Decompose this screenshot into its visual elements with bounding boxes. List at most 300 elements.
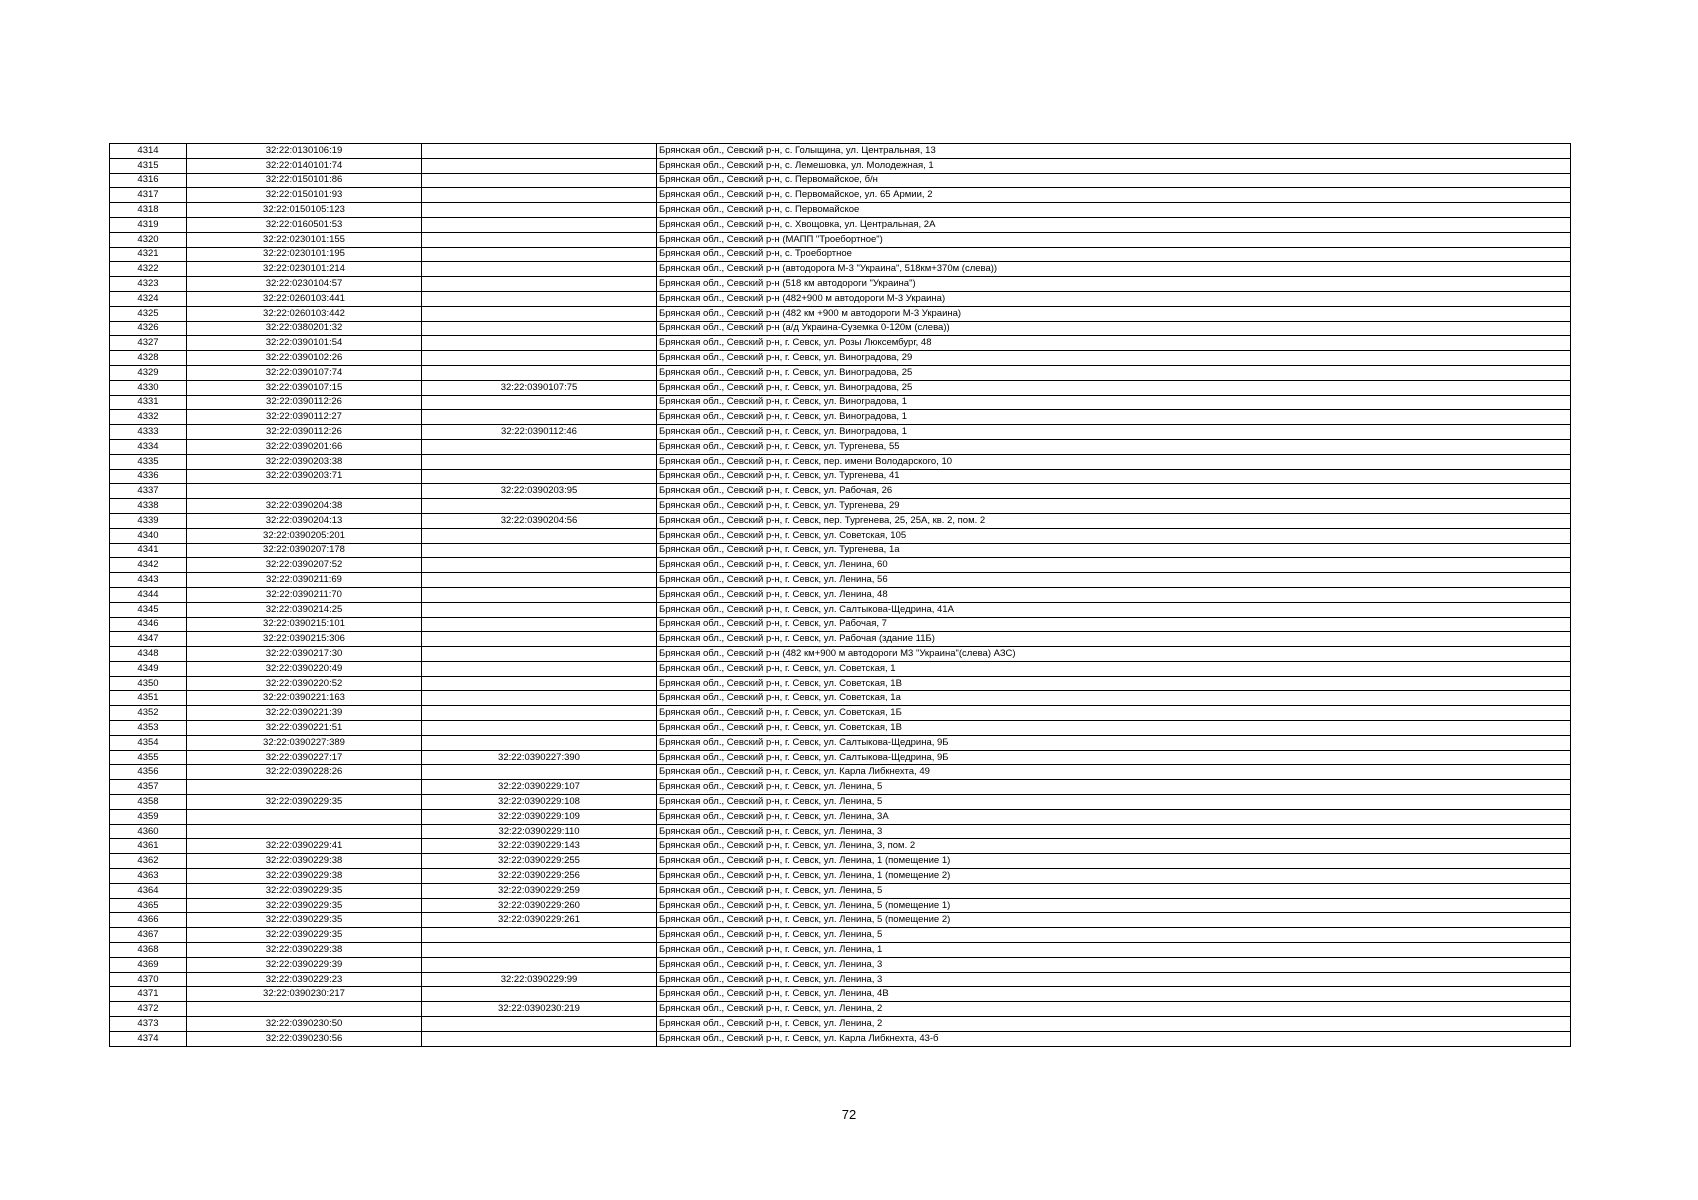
table-row [110, 795, 1571, 810]
cadastral-number-cell: 32:22:0390207:178 [187, 543, 422, 558]
address-cell: Брянская обл., Севский р-н, г. Севск, ул. Рабочая, 26 [657, 484, 1571, 499]
cadastral-number-cell: 32:22:0390217:30 [187, 647, 422, 662]
address-cell: Брянская обл., Севский р-н, г. Севск, ул. Салтыкова-Щедрина, 41А [657, 602, 1571, 617]
address-cell: Брянская обл., Севский р-н, г. Севск, ул. Виноградова, 1 [657, 410, 1571, 425]
address-cell: Брянская обл., Севский р-н, г. Севск, ул. Рабочая (здание 11Б) [657, 632, 1571, 647]
address-cell: Брянская обл., Севский р-н, г. Севск, ул. Ленина, 5 [657, 780, 1571, 795]
row-number-cell: 4348 [110, 647, 187, 662]
row-number-cell: 4355 [110, 750, 187, 765]
address-cell: Брянская обл., Севский р-н, г. Севск, ул. Ленина, 2 [657, 1017, 1571, 1032]
secondary-cadastral-number-cell: 32:22:0390112:46 [422, 425, 657, 440]
row-number-cell: 4364 [110, 883, 187, 898]
address-cell: Брянская обл., Севский р-н, с. Первомайское, б/н [657, 173, 1571, 188]
row-number-cell: 4373 [110, 1017, 187, 1032]
table-row [110, 351, 1571, 366]
address-cell: Брянская обл., Севский р-н, г. Севск, ул. Ленина, 1 [657, 943, 1571, 958]
cadastral-number-cell: 32:22:0390207:52 [187, 558, 422, 573]
row-number-cell: 4320 [110, 232, 187, 247]
table-row [110, 247, 1571, 262]
address-cell: Брянская обл., Севский р-н, г. Севск, ул. Ленина, 1 (помещение 1) [657, 854, 1571, 869]
row-number-cell: 4325 [110, 306, 187, 321]
secondary-cadastral-number-cell [422, 173, 657, 188]
table-row [110, 469, 1571, 484]
secondary-cadastral-number-cell [422, 706, 657, 721]
row-number-cell: 4374 [110, 1031, 187, 1046]
secondary-cadastral-number-cell [422, 676, 657, 691]
secondary-cadastral-number-cell [422, 543, 657, 558]
row-number-cell: 4315 [110, 158, 187, 173]
table-row [110, 173, 1571, 188]
row-number-cell: 4330 [110, 380, 187, 395]
secondary-cadastral-number-cell [422, 632, 657, 647]
row-number-cell: 4334 [110, 439, 187, 454]
row-number-cell: 4331 [110, 395, 187, 410]
cadastral-number-cell: 32:22:0390203:38 [187, 454, 422, 469]
cadastral-number-cell: 32:22:0390107:15 [187, 380, 422, 395]
secondary-cadastral-number-cell [422, 587, 657, 602]
table-row [110, 706, 1571, 721]
row-number-cell: 4333 [110, 425, 187, 440]
row-number-cell: 4338 [110, 499, 187, 514]
table-row [110, 661, 1571, 676]
cadastral-number-cell: 32:22:0390229:35 [187, 795, 422, 810]
cadastral-number-cell [187, 780, 422, 795]
address-cell: Брянская обл., Севский р-н, г. Севск, ул. Тургенева, 41 [657, 469, 1571, 484]
registry-table-body [110, 144, 1571, 1047]
table-row [110, 602, 1571, 617]
table-row [110, 484, 1571, 499]
address-cell: Брянская обл., Севский р-н, г. Севск, ул. Виноградова, 29 [657, 351, 1571, 366]
table-row [110, 824, 1571, 839]
secondary-cadastral-number-cell [422, 469, 657, 484]
secondary-cadastral-number-cell: 32:22:0390229:108 [422, 795, 657, 810]
address-cell: Брянская обл., Севский р-н, г. Севск, ул. Ленина, 2 [657, 1002, 1571, 1017]
cadastral-number-cell: 32:22:0390215:306 [187, 632, 422, 647]
table-row [110, 262, 1571, 277]
cadastral-number-cell: 32:22:0390229:38 [187, 854, 422, 869]
row-number-cell: 4341 [110, 543, 187, 558]
secondary-cadastral-number-cell [422, 765, 657, 780]
page-number: 72 [841, 1107, 857, 1122]
cadastral-number-cell: 32:22:0390230:217 [187, 987, 422, 1002]
address-cell: Брянская обл., Севский р-н, г. Севск, ул. Салтыкова-Щедрина, 9Б [657, 735, 1571, 750]
secondary-cadastral-number-cell: 32:22:0390227:390 [422, 750, 657, 765]
table-row [110, 306, 1571, 321]
address-cell: Брянская обл., Севский р-н, г. Севск, ул. Карла Либкнехта, 43-б [657, 1031, 1571, 1046]
cadastral-number-cell [187, 484, 422, 499]
cadastral-number-cell: 32:22:0150101:93 [187, 188, 422, 203]
table-row [110, 972, 1571, 987]
cadastral-number-cell: 32:22:0390107:74 [187, 365, 422, 380]
address-cell: Брянская обл., Севский р-н, г. Севск, пер. имени Володарского, 10 [657, 454, 1571, 469]
address-cell: Брянская обл., Севский р-н, с. Троебортное [657, 247, 1571, 262]
address-cell: Брянская обл., Севский р-н, г. Севск, ул. Советская, 1В [657, 721, 1571, 736]
address-cell: Брянская обл., Севский р-н, г. Севск, ул. Тургенева, 55 [657, 439, 1571, 454]
secondary-cadastral-number-cell [422, 721, 657, 736]
secondary-cadastral-number-cell: 32:22:0390230:219 [422, 1002, 657, 1017]
address-cell: Брянская обл., Севский р-н (518 км автодороги "Украина") [657, 277, 1571, 292]
cadastral-number-cell: 32:22:0390230:56 [187, 1031, 422, 1046]
address-cell: Брянская обл., Севский р-н, г. Севск, ул. Тургенева, 1а [657, 543, 1571, 558]
table-row [110, 854, 1571, 869]
secondary-cadastral-number-cell [422, 661, 657, 676]
row-number-cell: 4322 [110, 262, 187, 277]
address-cell: Брянская обл., Севский р-н (482+900 м автодороги М-3 Украина) [657, 291, 1571, 306]
secondary-cadastral-number-cell [422, 928, 657, 943]
table-row [110, 144, 1571, 159]
row-number-cell: 4319 [110, 217, 187, 232]
table-row [110, 809, 1571, 824]
table-row [110, 395, 1571, 410]
row-number-cell: 4347 [110, 632, 187, 647]
table-row [110, 454, 1571, 469]
table-row [110, 632, 1571, 647]
address-cell: Брянская обл., Севский р-н, г. Севск, ул. Ленина, 3 [657, 972, 1571, 987]
cadastral-number-cell: 32:22:0390229:23 [187, 972, 422, 987]
row-number-cell: 4356 [110, 765, 187, 780]
secondary-cadastral-number-cell: 32:22:0390229:109 [422, 809, 657, 824]
secondary-cadastral-number-cell [422, 306, 657, 321]
secondary-cadastral-number-cell [422, 410, 657, 425]
address-cell: Брянская обл., Севский р-н, г. Севск, ул. Виноградова, 25 [657, 380, 1571, 395]
table-row [110, 188, 1571, 203]
secondary-cadastral-number-cell [422, 691, 657, 706]
cadastral-number-cell: 32:22:0390215:101 [187, 617, 422, 632]
row-number-cell: 4339 [110, 513, 187, 528]
cadastral-number-cell: 32:22:0390229:38 [187, 943, 422, 958]
cadastral-number-cell: 32:22:0230101:214 [187, 262, 422, 277]
address-cell: Брянская обл., Севский р-н, г. Севск, ул. Салтыкова-Щедрина, 9Б [657, 750, 1571, 765]
cadastral-number-cell: 32:22:0390229:35 [187, 928, 422, 943]
table-row [110, 883, 1571, 898]
secondary-cadastral-number-cell: 32:22:0390204:56 [422, 513, 657, 528]
table-row [110, 750, 1571, 765]
cadastral-number-cell: 32:22:0390214:25 [187, 602, 422, 617]
row-number-cell: 4324 [110, 291, 187, 306]
cadastral-number-cell: 32:22:0390229:35 [187, 913, 422, 928]
cadastral-number-cell: 32:22:0380201:32 [187, 321, 422, 336]
row-number-cell: 4321 [110, 247, 187, 262]
row-number-cell: 4340 [110, 528, 187, 543]
table-row [110, 1002, 1571, 1017]
cadastral-number-cell: 32:22:0390229:35 [187, 898, 422, 913]
row-number-cell: 4317 [110, 188, 187, 203]
address-cell: Брянская обл., Севский р-н, г. Севск, ул. Ленина, 3А [657, 809, 1571, 824]
secondary-cadastral-number-cell [422, 217, 657, 232]
secondary-cadastral-number-cell: 32:22:0390203:95 [422, 484, 657, 499]
table-row [110, 617, 1571, 632]
address-cell: Брянская обл., Севский р-н, г. Севск, ул. Ленина, 3 [657, 957, 1571, 972]
secondary-cadastral-number-cell [422, 395, 657, 410]
row-number-cell: 4336 [110, 469, 187, 484]
cadastral-number-cell: 32:22:0390229:39 [187, 957, 422, 972]
secondary-cadastral-number-cell [422, 647, 657, 662]
address-cell: Брянская обл., Севский р-н, с. Первомайское, ул. 65 Армии, 2 [657, 188, 1571, 203]
secondary-cadastral-number-cell [422, 1031, 657, 1046]
cadastral-number-cell: 32:22:0390205:201 [187, 528, 422, 543]
address-cell: Брянская обл., Севский р-н, г. Севск, ул. Советская, 1В [657, 676, 1571, 691]
row-number-cell: 4371 [110, 987, 187, 1002]
secondary-cadastral-number-cell [422, 247, 657, 262]
table-row [110, 203, 1571, 218]
address-cell: Брянская обл., Севский р-н (а/д Украина-Суземка 0-120м (слева)) [657, 321, 1571, 336]
row-number-cell: 4328 [110, 351, 187, 366]
table-row [110, 839, 1571, 854]
cadastral-number-cell: 32:22:0130106:19 [187, 144, 422, 159]
table-row [110, 513, 1571, 528]
row-number-cell: 4346 [110, 617, 187, 632]
table-row [110, 676, 1571, 691]
row-number-cell: 4362 [110, 854, 187, 869]
table-row [110, 277, 1571, 292]
address-cell: Брянская обл., Севский р-н, г. Севск, ул. Виноградова, 25 [657, 365, 1571, 380]
row-number-cell: 4367 [110, 928, 187, 943]
address-cell: Брянская обл., Севский р-н, г. Севск, ул. Виноградова, 1 [657, 395, 1571, 410]
address-cell: Брянская обл., Севский р-н, с. Первомайское [657, 203, 1571, 218]
cadastral-number-cell: 32:22:0390220:49 [187, 661, 422, 676]
row-number-cell: 4358 [110, 795, 187, 810]
row-number-cell: 4343 [110, 573, 187, 588]
cadastral-number-cell: 32:22:0160501:53 [187, 217, 422, 232]
secondary-cadastral-number-cell [422, 735, 657, 750]
row-number-cell: 4332 [110, 410, 187, 425]
cadastral-number-cell: 32:22:0390229:35 [187, 883, 422, 898]
cadastral-number-cell: 32:22:0260103:442 [187, 306, 422, 321]
secondary-cadastral-number-cell: 32:22:0390229:110 [422, 824, 657, 839]
address-cell: Брянская обл., Севский р-н (автодорога М-3 "Украина", 518км+370м (слева)) [657, 262, 1571, 277]
address-cell: Брянская обл., Севский р-н (482 км+900 м автодороги М3 "Украина"(слева) АЗС) [657, 647, 1571, 662]
table-row [110, 1017, 1571, 1032]
table-row [110, 691, 1571, 706]
cadastral-number-cell: 32:22:0390229:38 [187, 869, 422, 884]
table-row [110, 943, 1571, 958]
address-cell: Брянская обл., Севский р-н, г. Севск, ул. Виноградова, 1 [657, 425, 1571, 440]
secondary-cadastral-number-cell: 32:22:0390107:75 [422, 380, 657, 395]
cadastral-number-cell: 32:22:0260103:441 [187, 291, 422, 306]
secondary-cadastral-number-cell [422, 144, 657, 159]
cadastral-number-cell [187, 824, 422, 839]
secondary-cadastral-number-cell: 32:22:0390229:143 [422, 839, 657, 854]
row-number-cell: 4354 [110, 735, 187, 750]
row-number-cell: 4329 [110, 365, 187, 380]
cadastral-number-cell: 32:22:0390211:70 [187, 587, 422, 602]
cadastral-number-cell: 32:22:0390221:39 [187, 706, 422, 721]
address-cell: Брянская обл., Севский р-н, г. Севск, ул. Ленина, 5 [657, 928, 1571, 943]
secondary-cadastral-number-cell [422, 203, 657, 218]
secondary-cadastral-number-cell [422, 365, 657, 380]
row-number-cell: 4353 [110, 721, 187, 736]
secondary-cadastral-number-cell [422, 232, 657, 247]
row-number-cell: 4360 [110, 824, 187, 839]
cadastral-number-cell: 32:22:0390101:54 [187, 336, 422, 351]
cadastral-number-cell [187, 1002, 422, 1017]
table-row [110, 158, 1571, 173]
address-cell: Брянская обл., Севский р-н, г. Севск, ул. Советская, 1а [657, 691, 1571, 706]
secondary-cadastral-number-cell: 32:22:0390229:260 [422, 898, 657, 913]
cadastral-number-cell: 32:22:0150101:86 [187, 173, 422, 188]
secondary-cadastral-number-cell [422, 957, 657, 972]
row-number-cell: 4349 [110, 661, 187, 676]
address-cell: Брянская обл., Севский р-н, с. Хвощовка, ул. Центральная, 2А [657, 217, 1571, 232]
row-number-cell: 4337 [110, 484, 187, 499]
secondary-cadastral-number-cell [422, 439, 657, 454]
secondary-cadastral-number-cell [422, 262, 657, 277]
row-number-cell: 4326 [110, 321, 187, 336]
row-number-cell: 4323 [110, 277, 187, 292]
secondary-cadastral-number-cell [422, 336, 657, 351]
row-number-cell: 4363 [110, 869, 187, 884]
table-row [110, 528, 1571, 543]
table-row [110, 928, 1571, 943]
address-cell: Брянская обл., Севский р-н, г. Севск, ул. Ленина, 5 (помещение 2) [657, 913, 1571, 928]
cadastral-number-cell: 32:22:0390204:13 [187, 513, 422, 528]
secondary-cadastral-number-cell [422, 351, 657, 366]
row-number-cell: 4365 [110, 898, 187, 913]
row-number-cell: 4350 [110, 676, 187, 691]
secondary-cadastral-number-cell [422, 499, 657, 514]
cadastral-number-cell: 32:22:0230104:57 [187, 277, 422, 292]
secondary-cadastral-number-cell: 32:22:0390229:107 [422, 780, 657, 795]
address-cell: Брянская обл., Севский р-н (МАПП "Троебортное") [657, 232, 1571, 247]
cadastral-number-cell: 32:22:0390211:69 [187, 573, 422, 588]
address-cell: Брянская обл., Севский р-н, г. Севск, ул. Ленина, 56 [657, 573, 1571, 588]
address-cell: Брянская обл., Севский р-н, г. Севск, ул. Советская, 1 [657, 661, 1571, 676]
table-row [110, 336, 1571, 351]
table-row [110, 780, 1571, 795]
secondary-cadastral-number-cell [422, 454, 657, 469]
cadastral-number-cell: 32:22:0390204:38 [187, 499, 422, 514]
cadastral-number-cell: 32:22:0230101:155 [187, 232, 422, 247]
table-row [110, 987, 1571, 1002]
cadastral-number-cell: 32:22:0390228:26 [187, 765, 422, 780]
row-number-cell: 4370 [110, 972, 187, 987]
address-cell: Брянская обл., Севский р-н, г. Севск, ул. Советская, 1Б [657, 706, 1571, 721]
table-row [110, 735, 1571, 750]
table-row [110, 765, 1571, 780]
row-number-cell: 4372 [110, 1002, 187, 1017]
table-row [110, 439, 1571, 454]
secondary-cadastral-number-cell [422, 528, 657, 543]
table-row [110, 869, 1571, 884]
address-cell: Брянская обл., Севский р-н, г. Севск, ул. Советская, 105 [657, 528, 1571, 543]
table-row [110, 573, 1571, 588]
secondary-cadastral-number-cell [422, 987, 657, 1002]
row-number-cell: 4316 [110, 173, 187, 188]
cadastral-number-cell: 32:22:0390220:52 [187, 676, 422, 691]
address-cell: Брянская обл., Севский р-н, г. Севск, ул. Ленина, 5 [657, 883, 1571, 898]
row-number-cell: 4345 [110, 602, 187, 617]
secondary-cadastral-number-cell [422, 573, 657, 588]
address-cell: Брянская обл., Севский р-н, г. Севск, ул. Ленина, 1 (помещение 2) [657, 869, 1571, 884]
table-row [110, 291, 1571, 306]
cadastral-number-cell: 32:22:0390227:17 [187, 750, 422, 765]
cadastral-number-cell: 32:22:0390201:66 [187, 439, 422, 454]
row-number-cell: 4342 [110, 558, 187, 573]
address-cell: Брянская обл., Севский р-н, г. Севск, ул. Ленина, 3 [657, 824, 1571, 839]
table-row [110, 587, 1571, 602]
cadastral-number-cell: 32:22:0390112:26 [187, 425, 422, 440]
cadastral-number-cell: 32:22:0390203:71 [187, 469, 422, 484]
row-number-cell: 4327 [110, 336, 187, 351]
row-number-cell: 4344 [110, 587, 187, 602]
address-cell: Брянская обл., Севский р-н, г. Севск, пер. Тургенева, 25, 25А, кв. 2, пом. 2 [657, 513, 1571, 528]
cadastral-number-cell: 32:22:0230101:195 [187, 247, 422, 262]
secondary-cadastral-number-cell: 32:22:0390229:255 [422, 854, 657, 869]
table-row [110, 543, 1571, 558]
cadastral-number-cell: 32:22:0140101:74 [187, 158, 422, 173]
cadastral-number-cell: 32:22:0390229:41 [187, 839, 422, 854]
address-cell: Брянская обл., Севский р-н, г. Севск, ул. Тургенева, 29 [657, 499, 1571, 514]
row-number-cell: 4335 [110, 454, 187, 469]
row-number-cell: 4352 [110, 706, 187, 721]
secondary-cadastral-number-cell [422, 1017, 657, 1032]
secondary-cadastral-number-cell: 32:22:0390229:256 [422, 869, 657, 884]
table-row [110, 721, 1571, 736]
secondary-cadastral-number-cell [422, 321, 657, 336]
table-row [110, 232, 1571, 247]
secondary-cadastral-number-cell [422, 943, 657, 958]
secondary-cadastral-number-cell [422, 602, 657, 617]
registry-table [109, 143, 1571, 1047]
cadastral-number-cell: 32:22:0390112:26 [187, 395, 422, 410]
cadastral-number-cell: 32:22:0390221:163 [187, 691, 422, 706]
table-row [110, 913, 1571, 928]
secondary-cadastral-number-cell: 32:22:0390229:259 [422, 883, 657, 898]
row-number-cell: 4366 [110, 913, 187, 928]
cadastral-number-cell: 32:22:0390112:27 [187, 410, 422, 425]
secondary-cadastral-number-cell: 32:22:0390229:261 [422, 913, 657, 928]
row-number-cell: 4361 [110, 839, 187, 854]
row-number-cell: 4369 [110, 957, 187, 972]
secondary-cadastral-number-cell [422, 291, 657, 306]
address-cell: Брянская обл., Севский р-н, г. Севск, ул. Рабочая, 7 [657, 617, 1571, 632]
secondary-cadastral-number-cell [422, 558, 657, 573]
table-row [110, 321, 1571, 336]
address-cell: Брянская обл., Севский р-н, г. Севск, ул. Ленина, 60 [657, 558, 1571, 573]
row-number-cell: 4318 [110, 203, 187, 218]
cadastral-number-cell: 32:22:0390227:389 [187, 735, 422, 750]
cadastral-number-cell: 32:22:0390221:51 [187, 721, 422, 736]
address-cell: Брянская обл., Севский р-н, г. Севск, ул. Ленина, 5 (помещение 1) [657, 898, 1571, 913]
table-row [110, 957, 1571, 972]
row-number-cell: 4357 [110, 780, 187, 795]
table-row [110, 647, 1571, 662]
table-row [110, 558, 1571, 573]
cadastral-number-cell: 32:22:0150105:123 [187, 203, 422, 218]
address-cell: Брянская обл., Севский р-н, г. Севск, ул. Ленина, 3, пом. 2 [657, 839, 1571, 854]
table-row [110, 499, 1571, 514]
address-cell: Брянская обл., Севский р-н, г. Севск, ул. Розы Люксембург, 48 [657, 336, 1571, 351]
table-row [110, 425, 1571, 440]
table-row [110, 898, 1571, 913]
table-row [110, 217, 1571, 232]
secondary-cadastral-number-cell [422, 617, 657, 632]
row-number-cell: 4314 [110, 144, 187, 159]
address-cell: Брянская обл., Севский р-н, г. Севск, ул. Карла Либкнехта, 49 [657, 765, 1571, 780]
secondary-cadastral-number-cell [422, 188, 657, 203]
address-cell: Брянская обл., Севский р-н, с. Голыщина, ул. Центральная, 13 [657, 144, 1571, 159]
table-row [110, 1031, 1571, 1046]
secondary-cadastral-number-cell [422, 158, 657, 173]
row-number-cell: 4351 [110, 691, 187, 706]
cadastral-number-cell [187, 809, 422, 824]
address-cell: Брянская обл., Севский р-н, с. Лемешовка, ул. Молодежная, 1 [657, 158, 1571, 173]
cadastral-number-cell: 32:22:0390102:26 [187, 351, 422, 366]
cadastral-number-cell: 32:22:0390230:50 [187, 1017, 422, 1032]
table-row [110, 410, 1571, 425]
table-row [110, 380, 1571, 395]
table-row [110, 365, 1571, 380]
